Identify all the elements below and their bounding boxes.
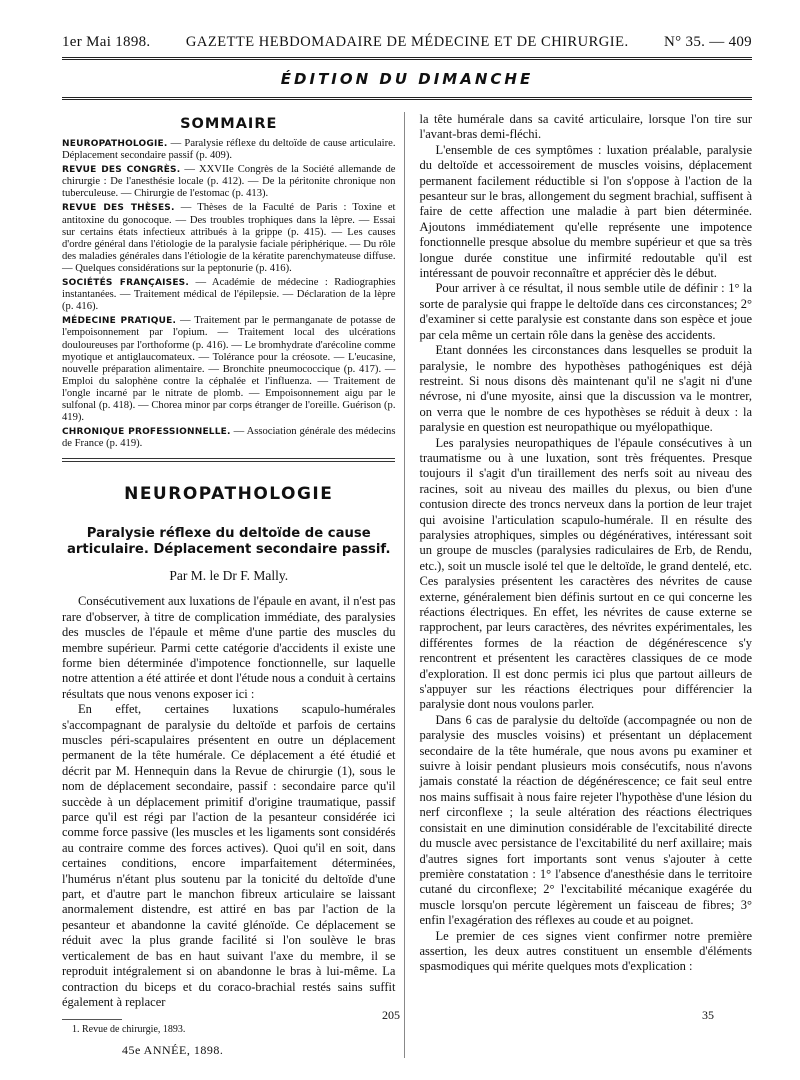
sommaire-entry-text: — Académie de médecine : Radiographies instantanées. — Traitement médical de l'épilepsie. — Déclaration de la lèpre (p. 416). [62, 277, 396, 313]
article-paragraph: En effet, certaines luxations scapulo-humérales s'accompagnant de paralysie du deltoïde et parfois de certains muscles péri-scapulaires présentent en outre un déplacement permanent de la tête humérale. Ce déplacement a été étudié et décrit par M. Hennequin dans la Revue de chirurgie (1), sous le nom de déplacement secondaire, passif : secondaire parce qu'il succède à un déplacement primitif d'origine traumatique, passif parce qu'il est régi par l'action de la pesanteur considérée ici comme force passive (les muscles et les ligaments sont considérés au contraire comme des forces actives). Quoi qu'il en soit, dans certaines conditions, encore imparfaitement déterminées, l'humérus n'étant plus soutenu par la tonicité du deltoïde d'une part, et d'autre part le manchon fibreux articulaire se laissant anormalement distendre, est attiré en bas par l'action de la pesanteur et abandonne la cavité glénoïde. Ce déplacement se réduit avec la plus grande facilité si l'on soulève le bras verticalement de bas en haut suivant l'axe du membre, il se reproduit intégralement si on abandonne le bras à lui-même. La contraction du biceps et du coraco-brachial restés sains suffit également à replacer [62, 702, 396, 1009]
section-divider [62, 458, 395, 459]
footer-sheet-number: 205 [382, 1008, 400, 1022]
sommaire-entry-text: — Thèses de la Faculté de Paris : Toxine et antitoxine du gonocoque. — Des troubles trophiques dans la lèpre. — Essai sur certains états infectieux attribués à la grippe (p. 415). — Les causes d'ordre général dans l'étiologie de la paralysie faciale périphérique. — Du rôle des maladies générales dans l'étiologie de la kératite parenchymateuse diffuse. — Quelques considérations sur la peptonurie (p. 416). [62, 202, 396, 274]
sommaire-entry-heading: NEUROPATHOLOGIE. [62, 139, 168, 149]
article-paragraph: Consécutivement aux luxations de l'épaule en avant, il n'est pas rare d'observer, à titre de complication immédiate, des paralysies des muscles de l'épaule et même d'une partie des muscles du membre supérieur. Parmi cette catégorie d'accidents il existe une forme bien déterminée d'impotence fonctionnelle, sur laquelle notre attention a été attirée et dont l'étude nous a conduit à certains résultats que nous venons exposer ici : [62, 594, 396, 701]
footer-volume-year: 45e ANNÉE, 1898. [122, 1043, 224, 1058]
article-paragraph: Etant données les circonstances dans lesquelles se produit la paralysie, le nombre des hypothèses pathogéniques est déjà restreint. Si nous disons dès maintenant qu'il ne s'agit ni d'une névrose, ni d'une myosite, ainsi que la discussion va le montrer, on verra que le nombre de ces hypothèses se réduit à deux : la paralysie en question est neuropathique ou myélopathique. [419, 343, 752, 435]
page [62, 30, 752, 1058]
article-paragraph: Les paralysies neuropathiques de l'épaule consécutives à un traumatisme ou à une luxation, sont très fréquentes. Presque toujours il s'agit d'un tiraillement des nerfs soit au niveau des racines, soit au niveau des mailles du plexus, ou bien d'une contusion directe des troncs nerveux dans la portion de leur trajet qui avoisine l'articulation scapulo-humérale. Il en résulte des paralysies atrophiques, simples ou dégénératives, intéressant soit un groupe de muscles (paralysies radiculaires de Erb, de Rendu, etc.), soit un muscle isolé tel que le deltoïde, le grand dentelé, etc. Ces paralysies présentent les caractères des névrites de cause externe, généralement bien définis surtout en ce qui concerne les réactions électriques. En effet, les névrites de cause externe se rapprochent, par leurs caractères, des névrites expérimentales, les différentes formes de la réaction de dégénérescence s'y rencontrent et présentent les caractères classiques de ce mode d'exploration. Il est donc permis ici plus que partout ailleurs de s'appuyer sur les réactions électriques pour différencier la paralysie dont nous voulons parler. [419, 435, 752, 712]
sommaire-entry [62, 138, 395, 162]
header-journal-title: GAZETTE HEBDOMADAIRE DE MÉDECINE ET DE CHIRURGIE. [185, 34, 629, 50]
section-divider [62, 461, 395, 462]
header-issue: N° 35. — 409 [664, 34, 752, 50]
footnote-rule [62, 1019, 122, 1020]
edition-banner: ÉDITION DU DIMANCHE [280, 70, 534, 88]
sommaire-entry-text: — XXVIIe Congrès de la Société allemande de chirurgie : De l'anesthésie locale (p. 412). — De la péritonite chronique non tuberculeuse. — Chirurgie de l'estomac (p. 413). [62, 164, 396, 200]
edition-rule [62, 97, 752, 100]
header-date: 1er Mai 1898. [62, 34, 151, 50]
article-paragraph: L'ensemble de ces symptômes : luxation préalable, paralysie du deltoïde et accessoirement de muscles voisins, déplacement permanent facilement réductible si l'on s'oppose à l'action de la pesanteur sur le bras, allongement du segment brachial, suffisent à faire de cette affection une maladie à part bien déterminée. Ajoutons immédiatement qu'elle représente une impotence fonctionnelle presque absolue du membre supérieur et que sa très longue durée constitue une infirmité redoutable qu'il est intéressant de pouvoir reconnaître et apprécier dès le début. [419, 142, 752, 281]
article-title: Paralysie réflexe du deltoïde de cause articulaire. Déplacement secondaire passif. [67, 526, 391, 558]
header-rule [62, 57, 752, 60]
sommaire-entry-heading: SOCIÉTÉS FRANÇAISES. [62, 278, 189, 289]
sommaire-entry-heading: REVUE DES THÈSES. [62, 203, 175, 214]
footnote: 1. Revue de chirurgie, 1893. [72, 1024, 186, 1036]
sommaire-entry-heading: REVUE DES CONGRÈS. [62, 165, 181, 176]
right-column [419, 112, 752, 1058]
sommaire-entry [62, 426, 395, 450]
sommaire-entry [62, 202, 395, 275]
article-paragraph: Le premier de ces signes vient confirmer notre première assertion, les deux autres constituent un ensemble d'éléments spasmodiques qui mérite quelques mots d'explication : [419, 928, 752, 974]
sommaire-entry-text: — Association générale des médecins de France (p. 419). [62, 426, 396, 450]
sommaire-entry-heading: CHRONIQUE PROFESSIONNELLE. [62, 427, 231, 438]
article-paragraph: Pour arriver à ce résultat, il nous semble utile de définir : 1° la sorte de paralysie qui frappe le deltoïde dans ces circonstances; 2° d'examiner si cette paralysie est constante dans son espèce et joue par cela même un certain rôle dans la genèse des accidents. [419, 281, 752, 342]
sommaire-entry-text: — Traitement par le permanganate de potasse de l'empoisonnement par l'opium. — Traitement local des ulcérations douloureuses par l'orthoforme (p. 416). — Le bromhydrate d'arécoline comme myotique et antiglaucomateux. — Tolérance pour la créosote. — L'eucasine, nouvelle préparation alimentaire. — Bronchite pneumococcique (p. 417). — Emploi du salophène contre la céphalée et l'influenza. — Traitement de l'ongle incarné par le nitrate de plomb. — Empoisonnement aigu par le sulfonal (p. 418). — Chorea minor par corps étranger de l'oreille. Guérison (p. 419). [62, 315, 396, 424]
two-columns [62, 112, 752, 1058]
section-title: NEUROPATHOLOGIE [124, 484, 334, 505]
sommaire-title: SOMMAIRE [180, 116, 278, 132]
sommaire-entry-heading: MÉDECINE PRATIQUE. [62, 316, 177, 327]
article-author: Par M. le Dr F. Mally. [169, 568, 289, 584]
footer-issue-number: 35 [702, 1008, 714, 1022]
left-column [62, 112, 405, 1058]
sommaire-entry-text: — Paralysie réflexe du deltoïde de cause articulaire. Déplacement secondaire passif (p. 409). [62, 138, 396, 162]
running-head [62, 30, 752, 57]
sommaire-entry [62, 277, 395, 313]
article-paragraph: la tête humérale dans sa cavité articulaire, lorsque l'on tire sur l'avant-bras demi-fléchi. [419, 112, 752, 142]
article-paragraph: Dans 6 cas de paralysie du deltoïde (accompagnée ou non de paralysie des muscles voisins) et présentant un déplacement secondaire de la tête humérale, que nous avons pu examiner et suivre à loisir pendant plusieurs mois consécutifs, nous n'avons jamais constaté la réaction de dégénérescence; ce fait seul entre nos mains suffisait à nous faire rejeter l'hypothèse d'une lésion du nerf circonflexe ; la seule altération des réactions électriques consistait en une diminution considérable de l'excitabilité directe du muscle avec persistance de l'excitabilité du nerf axillaire; mais d'autres signes fort importants sont venus s'ajouter à cette première constatation : 1° l'absence d'anesthésie dans le territoire cutané du circonflexe; 2° l'excitabilité mécanique exagérée du muscle lorsqu'on percute légèrement un faisceau de fibres; 3° enfin l'exagération des réflexes au coude et au poignet. [419, 712, 752, 928]
sommaire-entry [62, 164, 395, 200]
sommaire-entry [62, 315, 395, 424]
